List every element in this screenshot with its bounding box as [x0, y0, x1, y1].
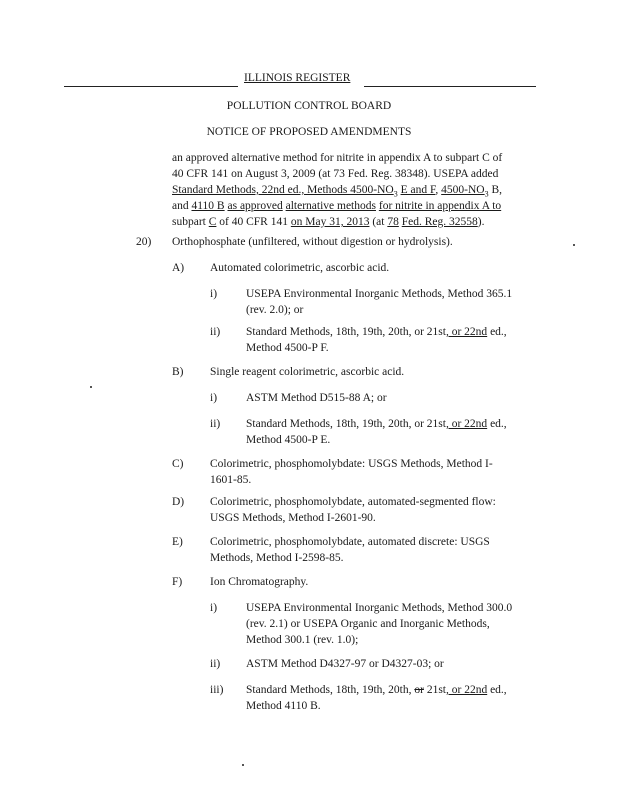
board-name: POLLUTION CONTROL BOARD — [226, 100, 392, 112]
subitem-letter: E) — [172, 536, 183, 548]
item-number: 20) — [136, 236, 152, 248]
method-text: USEPA Environmental Inorganic Methods, Method 300.0 — [246, 602, 513, 614]
subitem-text: Colorimetric, phosphomolybdate, automated-segmented flow: — [210, 496, 496, 508]
subitem-text: USGS Methods, Method I-2601-90. — [210, 512, 376, 524]
method-numeral: iii) — [210, 684, 224, 696]
method-text: USEPA Environmental Inorganic Methods, Method 365.1 — [246, 288, 513, 300]
subitem-letter: B) — [172, 366, 184, 378]
method-text: Method 4500-P E. — [246, 434, 331, 446]
method-text: ASTM Method D515-88 A; or — [246, 392, 387, 404]
header-rule-left — [64, 86, 238, 87]
intro-line: 40 CFR 141 on August 3, 2009 (at 73 Fed. Reg. 38348). USEPA added — [172, 168, 499, 180]
subitem-text: 1601-85. — [210, 474, 252, 486]
scan-speck — [90, 386, 92, 388]
method-text: Standard Methods, 18th, 19th, 20th, or 21st, or 22nd ed., — [246, 684, 507, 696]
intro-line: subpart C of 40 CFR 141 on May 31, 2013 (at 78 Fed. Reg. 32558). — [172, 216, 485, 228]
subitem-text: Methods, Method I-2598-85. — [210, 552, 344, 564]
item-title: Orthophosphate (unfiltered, without digestion or hydrolysis). — [172, 236, 453, 248]
method-numeral: ii) — [210, 326, 221, 338]
register-title: ILLINOIS REGISTER — [244, 72, 351, 84]
method-text: ASTM Method D4327-97 or D4327-03; or — [246, 658, 444, 670]
scan-speck — [242, 764, 244, 766]
method-text: Standard Methods, 18th, 19th, 20th, or 21st, or 22nd ed., — [246, 326, 507, 338]
method-text: Method 300.1 (rev. 1.0); — [246, 634, 359, 646]
method-numeral: ii) — [210, 658, 221, 670]
subitem-letter: D) — [172, 496, 185, 508]
intro-line: and 4110 B as approved alternative methods for nitrite in appendix A to — [172, 200, 502, 212]
intro-line: Standard Methods, 22nd ed., Methods $4500-NO_3$ E and F, $4500-NO_3$ B, — [172, 184, 503, 199]
header-rule-right — [364, 86, 536, 87]
method-text: Method 4500-P F. — [246, 342, 329, 354]
method-text: Standard Methods, 18th, 19th, 20th, or 21st, or 22nd ed., — [246, 418, 507, 430]
subitem-text: Colorimetric, phosphomolybdate: USGS Methods, Method I- — [210, 458, 493, 470]
method-numeral: i) — [210, 602, 218, 614]
subitem-letter: A) — [172, 262, 185, 274]
intro-line: an approved alternative method for nitrite in appendix A to subpart C of — [172, 152, 503, 164]
subitem-text: Ion Chromatography. — [210, 576, 309, 588]
method-numeral: ii) — [210, 418, 221, 430]
method-text: (rev. 2.0); or — [246, 304, 304, 316]
method-text: (rev. 2.1) or USEPA Organic and Inorganic Methods, — [246, 618, 490, 630]
method-text: Method 4110 B. — [246, 700, 321, 712]
subitem-text: Automated colorimetric, ascorbic acid. — [210, 262, 390, 274]
scan-speck — [573, 244, 575, 246]
method-numeral: i) — [210, 288, 218, 300]
notice-title: NOTICE OF PROPOSED AMENDMENTS — [206, 126, 412, 138]
subitem-letter: C) — [172, 458, 184, 470]
subitem-text: Colorimetric, phosphomolybdate, automated discrete: USGS — [210, 536, 490, 548]
subitem-text: Single reagent colorimetric, ascorbic acid. — [210, 366, 405, 378]
subitem-letter: F) — [172, 576, 183, 588]
method-numeral: i) — [210, 392, 218, 404]
